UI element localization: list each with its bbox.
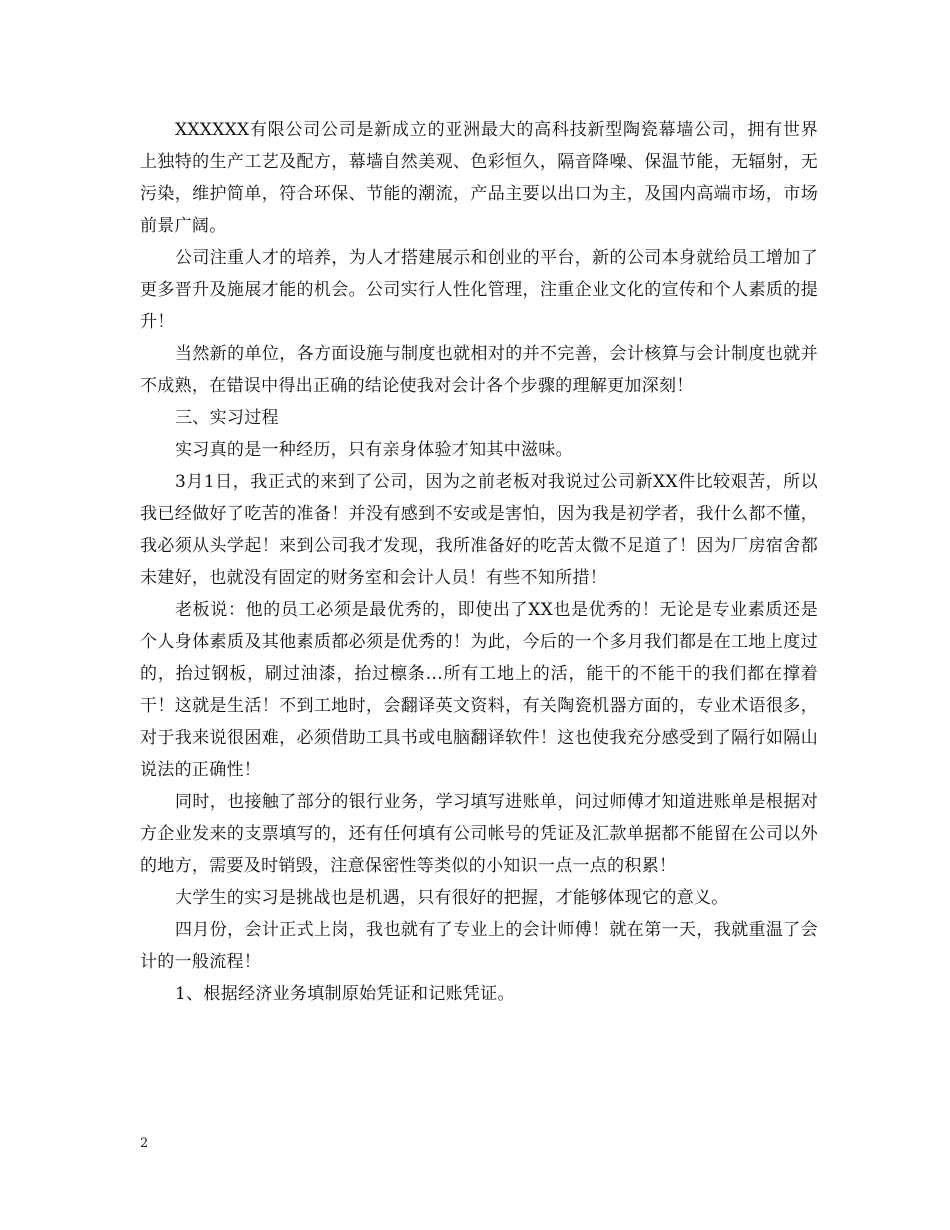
paragraph-bank-business: 同时，也接触了部分的银行业务，学习填写进账单，问过师傅才知道进账单是根据对方企业发来的支票填写的，还有任何填有公司帐号的凭证及汇款单据都不能留在公司以外的地方，需要及时销毁，注意保密性等类似的小知识一点一点的积累！ xyxy=(140,792,818,876)
paragraph-new-unit: 当然新的单位，各方面设施与制度也就相对的并不完善，会计核算与会计制度也就并不成熟，在错误中得出正确的结论使我对会计各个步骤的理解更加深刻！ xyxy=(140,344,818,396)
paragraph-talent-training: 公司注重人才的培养，为人才搭建展示和创业的平台，新的公司本身就给员工增加了更多晋升及施展才能的机会。公司实行人性化管理，注重企业文化的宣传和个人素质的提升！ xyxy=(140,248,818,332)
paragraph-boss-said: 老板说：他的员工必须是最优秀的，即使出了XX也是优秀的！无论是专业素质还是个人身体素质及其他素质都必须是优秀的！为此，今后的一个多月我们都是在工地上度过的，抬过钢板，刷过油漆，抬过檩条...所有工地上的活，能干的不能干的我们都在撑着干！这就是生活！不到工地时，会翻译英文资料，有关陶瓷机器方面的，专业术语很多，对于我来说很困难，必须借助工具书或电脑翻译软件！这也使我充分感受到了隔行如隔山说法的正确性！ xyxy=(140,600,818,780)
list-item-step-1: 1、根据经济业务填制原始凭证和记账凭证。 xyxy=(175,984,515,1004)
paragraph-march-first: 3月1日，我正式的来到了公司，因为之前老板对我说过公司新XX件比较艰苦，所以我已经做好了吃苦的准备！并没有感到不安或是害怕，因为我是初学者，我什么都不懂，我必须从头学起！来到公司我才发现，我所准备好的吃苦太微不足道了！因为厂房宿舍都未建好，也就没有固定的财务室和会计人员！有些不知所措！ xyxy=(140,472,818,588)
document-body xyxy=(140,114,818,1010)
page-number: 2 xyxy=(140,1136,149,1151)
section-heading-internship-process: 三、实习过程 xyxy=(175,408,279,428)
paragraph-experience: 实习真的是一种经历，只有亲身体验才知其中滋味。 xyxy=(175,440,573,460)
paragraph-challenge: 大学生的实习是挑战也是机遇，只有很好的把握，才能够体现它的意义。 xyxy=(175,888,729,908)
paragraph-april: 四月份，会计正式上岗，我也就有了专业上的会计师傅！就在第一天，我就重温了会计的一般流程！ xyxy=(140,920,818,972)
paragraph-company-intro: XXXXXX有限公司公司是新成立的亚洲最大的高科技新型陶瓷幕墙公司，拥有世界上独特的生产工艺及配方，幕墙自然美观、色彩恒久，隔音降噪、保温节能，无辐射，无污染，维护简单，符合环保、节能的潮流，产品主要以出口为主，及国内高端市场，市场前景广阔。 xyxy=(140,120,818,236)
